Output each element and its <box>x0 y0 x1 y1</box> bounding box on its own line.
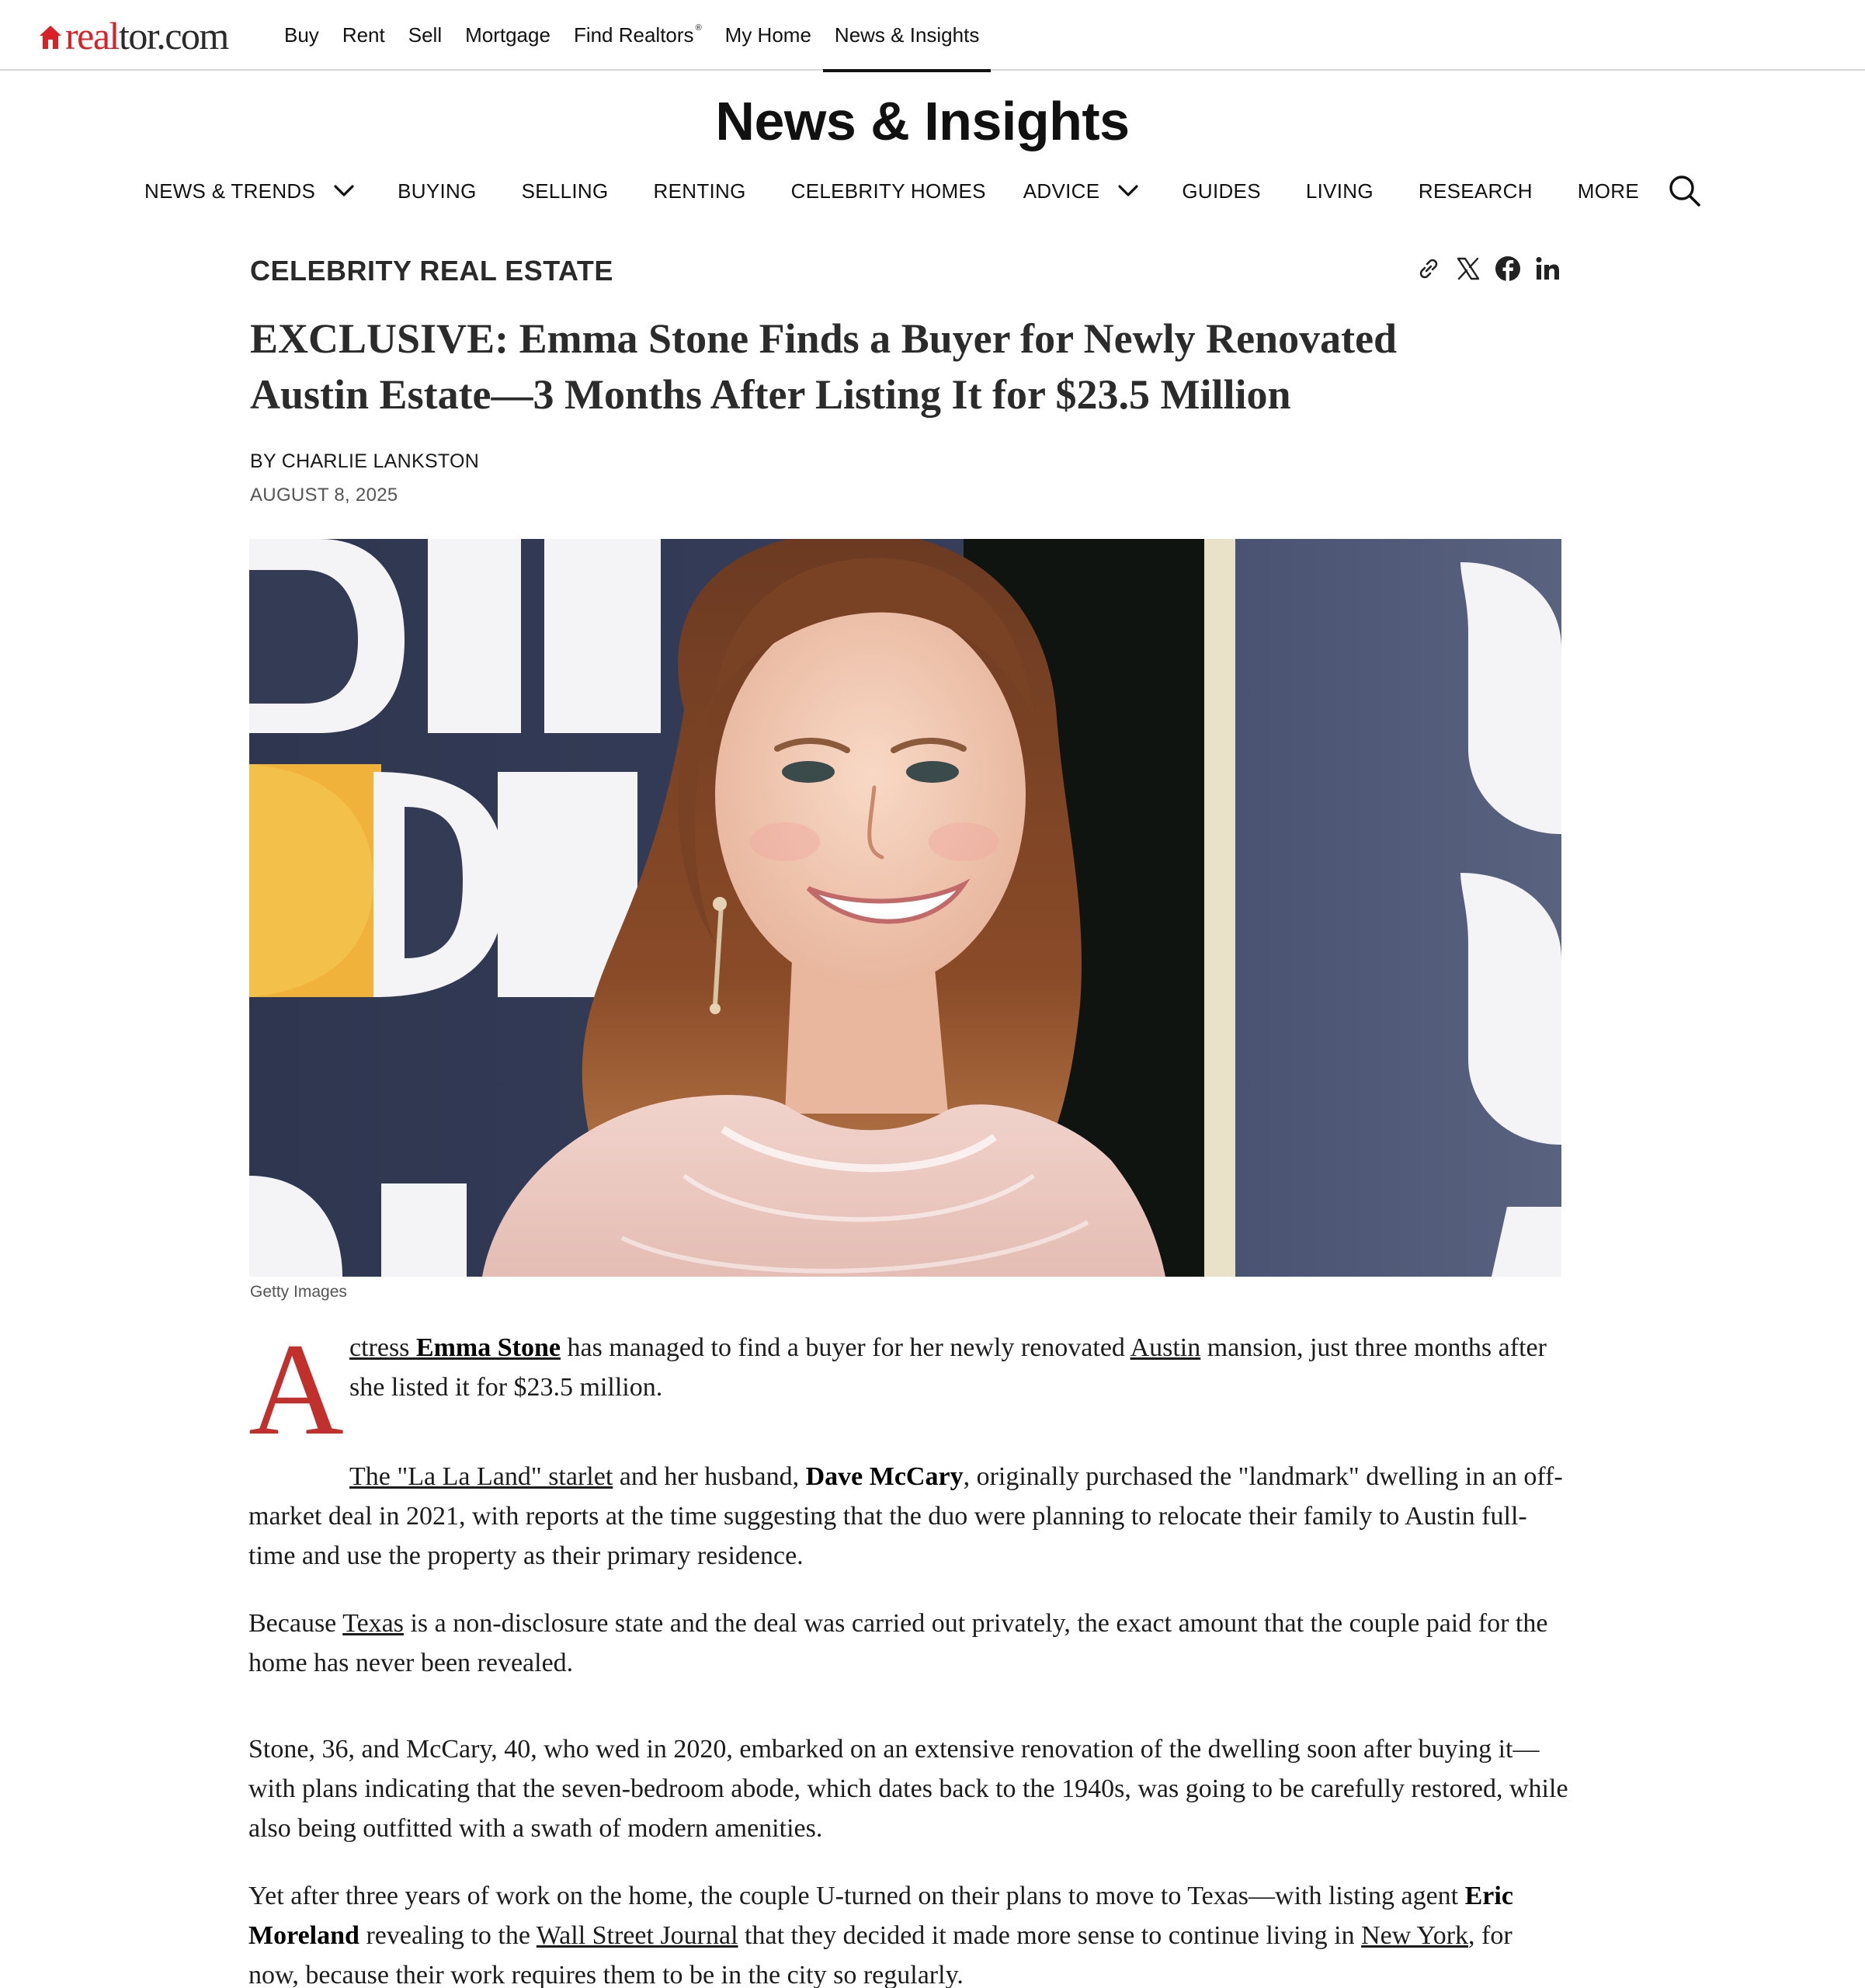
top-navigation <box>284 0 1002 71</box>
house-icon <box>39 24 62 50</box>
share-bar <box>1413 253 1572 284</box>
image-caption: Getty Images <box>250 1283 347 1301</box>
agent-name: Eric Moreland <box>248 1882 1513 1950</box>
logo-wordmark: realtor.com <box>65 14 228 57</box>
cat-advice-label: ADVICE <box>1023 179 1100 203</box>
cat-celebrity-homes[interactable]: CELEBRITY HOMES <box>790 179 986 203</box>
paragraph-4 <box>248 1729 1568 1848</box>
chevron-down-icon <box>334 185 354 197</box>
cat-news-trends-label: NEWS & TRENDS <box>144 179 316 203</box>
topnav-news-insights[interactable]: News & Insights <box>835 0 979 71</box>
paragraph-1 <box>248 1316 1568 1462</box>
link-texas[interactable]: Texas <box>342 1609 404 1638</box>
link-la-la-land-starlet[interactable]: The "La La Land" starlet <box>349 1462 613 1491</box>
p5-text-3: that they decided it made more sense to continue living in <box>738 1921 1362 1950</box>
link-icon[interactable] <box>1413 253 1444 284</box>
cat-living[interactable]: LIVING <box>1305 179 1374 203</box>
category-navigation <box>144 171 1639 211</box>
p5-text-1: Yet after three years of work on the home, the couple U-turned on their plans to move to Texas—with listing agent <box>248 1882 1465 1910</box>
paragraph-5 <box>248 1876 1568 1988</box>
topnav-buy[interactable]: Buy <box>284 23 319 47</box>
article-byline[interactable]: BY CHARLIE LANKSTON <box>250 450 480 472</box>
realtor-logo[interactable] <box>39 14 228 57</box>
drop-cap: A <box>248 1316 344 1462</box>
cat-news-trends[interactable] <box>144 179 354 203</box>
hero-illustration <box>249 539 1561 1277</box>
husband-name: Dave McCary <box>805 1462 964 1491</box>
cat-guides[interactable]: GUIDES <box>1182 179 1261 203</box>
headline-line-2: Austin Estate—3 Months After Listing It for $23.5 Million <box>250 371 1291 418</box>
cat-buying[interactable]: BUYING <box>398 179 477 203</box>
x-icon[interactable] <box>1453 253 1484 284</box>
topnav-sell[interactable]: Sell <box>408 23 443 47</box>
p1-text-2: mansion, just three months after she listed it for $23.5 million. <box>349 1333 1547 1402</box>
hero-image <box>249 539 1561 1277</box>
p4-text-1: Stone, 36, and McCary, 40, who wed in 2020, embarked on an extensive renovation of the dwelling soon after buying it—with plans indicating that the seven-bedroom abode, which dates back to the 1940s, was going to be carefully restored, while also being outfitted with a swath of modern amenities. <box>248 1735 1568 1843</box>
topnav-mortgage[interactable]: Mortgage <box>465 23 550 47</box>
p3-text-2: is a non-disclosure state and the deal was carried out privately, the exact amount that the couple paid for the home has never been revealed. <box>248 1609 1548 1677</box>
p1-text-1: has managed to find a buyer for her newly renovated <box>560 1333 1130 1362</box>
link-emma-stone[interactable] <box>349 1333 561 1362</box>
link-new-york[interactable]: New York <box>1361 1921 1469 1950</box>
link-emma-stone-name: Emma Stone <box>415 1333 561 1362</box>
topnav-find-realtors-label: Find Realtors <box>573 23 694 47</box>
link-wall-street-journal[interactable]: Wall Street Journal <box>536 1921 738 1950</box>
search-icon[interactable] <box>1666 172 1702 208</box>
article-category[interactable]: CELEBRITY REAL ESTATE <box>250 255 613 287</box>
section-title: News & Insights <box>715 91 1130 151</box>
registered-mark: ® <box>695 23 702 33</box>
linkedin-icon[interactable] <box>1532 253 1563 284</box>
p3-text-1: Because <box>248 1609 343 1638</box>
paragraph-2 <box>248 1457 1568 1576</box>
p2-text-2: , originally purchased the "landmark" dwelling in an off-market deal in 2021, with reports at the time suggesting that the duo were planning to relocate their family to Austin full-time and use the property as their primary residence. <box>248 1462 1563 1570</box>
cat-advice[interactable] <box>1023 179 1139 203</box>
cat-renting[interactable]: RENTING <box>653 179 746 203</box>
facebook-icon[interactable] <box>1492 253 1523 284</box>
topnav-my-home[interactable]: My Home <box>724 23 811 47</box>
topnav-rent[interactable]: Rent <box>342 23 385 47</box>
p5-text-2: revealing to the <box>359 1921 537 1950</box>
headline-line-1: EXCLUSIVE: Emma Stone Finds a Buyer for Newly Renovated <box>250 315 1398 362</box>
global-header <box>0 0 1865 71</box>
cat-research[interactable]: RESEARCH <box>1418 179 1533 203</box>
link-emma-stone-prefix: ctress <box>349 1333 416 1362</box>
cat-selling[interactable]: SELLING <box>521 179 609 203</box>
topnav-find-realtors[interactable] <box>574 0 702 71</box>
link-austin[interactable]: Austin <box>1130 1333 1201 1362</box>
article-body <box>248 1316 1568 1988</box>
chevron-down-icon <box>1118 185 1138 197</box>
p2-text-1: and her husband, <box>613 1462 806 1491</box>
cat-more[interactable]: MORE <box>1577 179 1639 203</box>
p5-text-4: , for now, because their work requires them to be in the city so regularly. <box>248 1921 1512 1988</box>
paragraph-3 <box>248 1604 1568 1683</box>
article-date: AUGUST 8, 2025 <box>250 485 398 506</box>
article-headline <box>250 311 1570 422</box>
